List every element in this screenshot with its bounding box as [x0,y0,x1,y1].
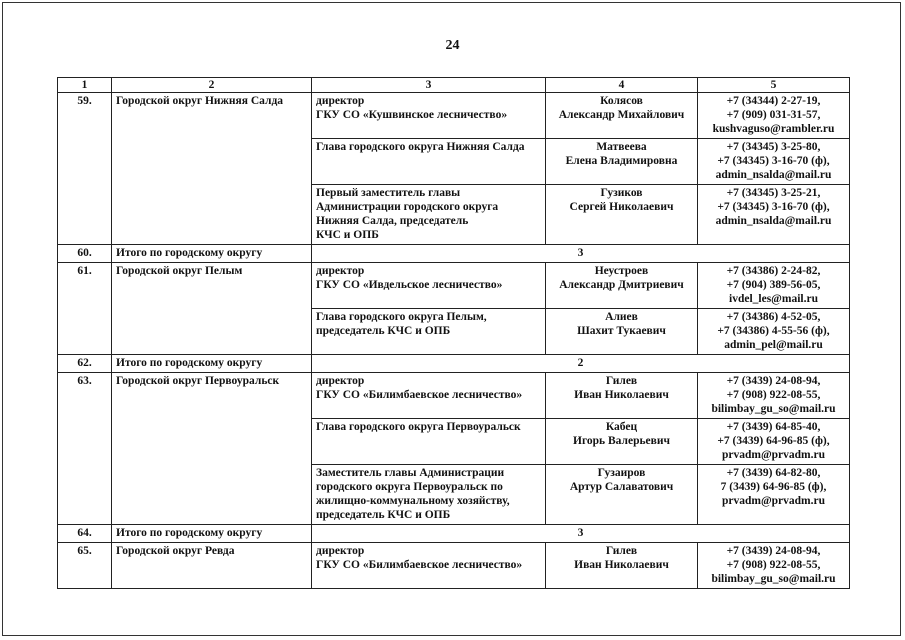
contact-line: +7 (34386) 4-55-56 (ф), [717,325,830,337]
position-line: директор [316,265,365,277]
contact-line: prvadm@prvadm.ru [721,495,826,507]
district-name: Городской округ Первоуральск [112,373,312,525]
contact-line: +7 (908) 922-08-55, [726,389,821,401]
position-line: городского округа Первоуральск по [316,481,503,493]
total-value: 3 [312,245,850,263]
table-row [58,263,850,309]
position-line: директор [316,375,365,387]
contact-line: +7 (3439) 64-96-85 (ф), [717,435,830,447]
position-line: председатель КЧС и ОПБ [316,325,451,337]
position-line: ГКУ СО «Билимбаевское лесничество» [316,559,523,571]
contact-line: bilimbay_gu_so@mail.ru [711,573,836,585]
district-name: Городской округ Пелым [112,263,312,355]
contact-line: +7 (908) 922-08-55, [726,559,821,571]
contact-line: +7 (904) 389-56-05, [726,279,821,291]
position-line: Глава городского округа Первоуральск [316,421,521,433]
contact-line: +7 (34345) 3-16-70 (ф), [717,201,830,213]
person-cell [546,93,698,139]
position-line: жилищно-коммунальному хозяйству, [316,495,510,507]
person-line: Алиев [605,311,638,323]
row-number: 65. [58,543,112,589]
person-line: Гузаиров [597,467,646,479]
total-row [58,355,850,373]
column-header: 2 [112,78,312,93]
contact-line: kushvaguso@rambler.ru [712,123,835,135]
contact-line: +7 (34345) 3-25-21, [726,187,821,199]
contact-line: ivdel_les@mail.ru [729,293,818,305]
person-line: Колясов [600,95,643,107]
contact-cell [698,263,850,309]
contact-cell [698,543,850,589]
contact-cell [698,309,850,355]
position-line: ГКУ СО «Билимбаевское лесничество» [316,389,523,401]
person-cell [546,543,698,589]
contact-cell [698,419,850,465]
person-line: Иван Николаевич [574,389,669,401]
person-line: Кабец [605,421,638,433]
position-line: директор [316,95,365,107]
position-line: Глава городского округа Нижняя Салда [316,141,525,153]
position-cell [312,309,546,355]
contact-line: +7 (34344) 2-27-19, [726,95,821,107]
position-line: Глава городского округа Пелым, [316,311,487,323]
contact-line: prvadm@prvadm.ru [721,449,826,461]
total-value: 2 [312,355,850,373]
person-line: Неустроев [594,265,649,277]
position-line: ГКУ СО «Кушвинское лесничество» [316,109,508,121]
person-cell [546,309,698,355]
position-line: Заместитель главы Администрации [316,467,505,479]
contact-line: +7 (3439) 64-82-80, [726,467,821,479]
position-line: Администрации городского округа [316,201,499,213]
position-line: Первый заместитель главы [316,187,461,199]
column-header: 5 [698,78,850,93]
contact-line: admin_nsalda@mail.ru [715,215,832,227]
contact-cell [698,373,850,419]
person-line: Иван Николаевич [574,559,669,571]
row-number: 60. [58,245,112,263]
person-line: Игорь Валерьевич [573,435,670,447]
total-row [58,525,850,543]
contact-line: bilimbay_gu_so@mail.ru [711,403,836,415]
position-cell [312,543,546,589]
person-cell [546,185,698,245]
position-cell [312,419,546,465]
person-line: Шахит Тукаевич [577,325,666,337]
position-line: КЧС и ОПБ [316,229,379,241]
position-cell [312,465,546,525]
position-line: ГКУ СО «Ивдельское лесничество» [316,279,503,291]
row-number: 61. [58,263,112,355]
row-number: 59. [58,93,112,245]
contact-cell [698,465,850,525]
total-value: 3 [312,525,850,543]
person-line: Матвеева [596,141,647,153]
position-cell [312,185,546,245]
contact-line: +7 (34345) 3-16-70 (ф), [717,155,830,167]
position-line: председатель КЧС и ОПБ [316,509,451,521]
person-cell [546,465,698,525]
column-header: 1 [58,78,112,93]
person-cell [546,139,698,185]
position-cell [312,139,546,185]
person-line: Гилев [605,375,638,387]
page-number: 24 [445,38,460,53]
contact-line: +7 (3439) 24-08-94, [726,545,821,557]
contact-line: +7 (34345) 3-25-80, [726,141,821,153]
contact-line: +7 (3439) 24-08-94, [726,375,821,387]
table-body [58,78,850,589]
contact-cell [698,139,850,185]
table-row [58,373,850,419]
district-name: Городской округ Нижняя Салда [112,93,312,245]
contact-line: +7 (3439) 64-85-40, [726,421,821,433]
table-row [58,543,850,589]
contact-line: admin_pel@mail.ru [724,339,823,351]
column-header: 3 [312,78,546,93]
district-name: Городской округ Ревда [112,543,312,589]
contact-line: +7 (909) 031-31-57, [726,109,821,121]
person-line: Елена Владимировна [565,155,678,167]
position-line: директор [316,545,365,557]
person-cell [546,263,698,309]
contact-cell [698,93,850,139]
table-row [58,93,850,139]
person-cell [546,373,698,419]
column-header: 4 [546,78,698,93]
contact-line: +7 (34386) 4-52-05, [726,311,821,323]
position-line: Нижняя Салда, председатель [316,215,469,227]
person-line: Александр Дмитриевич [559,279,684,291]
position-cell [312,263,546,309]
person-line: Гузиков [600,187,643,199]
contact-cell [698,185,850,245]
person-line: Гилев [605,545,638,557]
contacts-table [57,77,850,589]
total-label: Итого по городскому округу [112,355,312,373]
contact-line: +7 (34386) 2-24-82, [726,265,821,277]
contact-line: admin_nsalda@mail.ru [715,169,832,181]
total-label: Итого по городскому округу [112,245,312,263]
total-row [58,245,850,263]
row-number: 64. [58,525,112,543]
row-number: 63. [58,373,112,525]
contact-line: 7 (3439) 64-96-85 (ф), [720,481,827,493]
person-cell [546,419,698,465]
person-line: Александр Михайлович [558,109,685,121]
position-cell [312,373,546,419]
row-number: 62. [58,355,112,373]
total-label: Итого по городскому округу [112,525,312,543]
person-line: Артур Салаватович [569,481,674,493]
person-line: Сергей Николаевич [569,201,674,213]
header-row [58,78,850,93]
position-cell [312,93,546,139]
